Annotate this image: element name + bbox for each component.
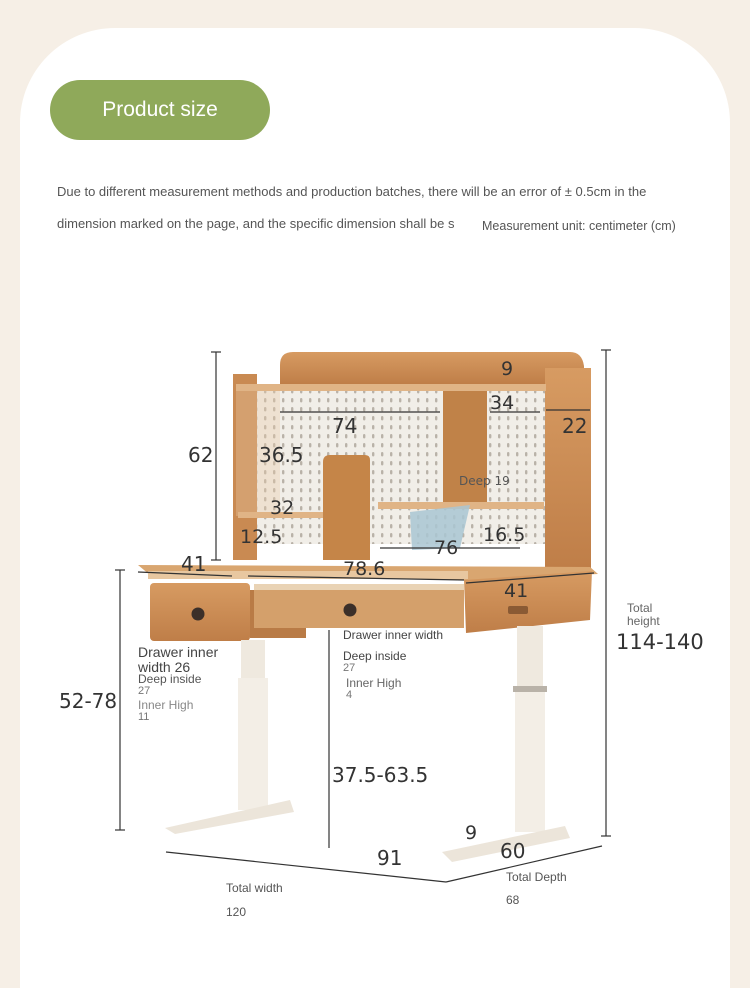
dim-top-depth: 34	[490, 392, 515, 414]
right-leg	[515, 692, 545, 832]
total-width-label: Total width	[226, 881, 283, 895]
note-line-2: dimension marked on the page, and the specific dimension shall be s	[57, 216, 455, 231]
left-deep-label: Deep inside	[138, 672, 202, 686]
hutch-top-panel	[280, 352, 584, 384]
dim-base-thickness: 9	[465, 822, 478, 844]
dim-base-width: 91	[377, 846, 403, 870]
left-deep-value: 27	[138, 685, 151, 697]
total-height-label: Total height	[627, 601, 660, 629]
dim-shelf-width: 32	[270, 497, 295, 519]
left-high-value: 11	[138, 711, 150, 723]
dim-mid-width: 78.6	[343, 558, 386, 580]
total-depth-value: 68	[506, 893, 520, 907]
left-leg	[238, 678, 268, 810]
mid-drawer-width-label: Drawer inner width	[343, 628, 444, 642]
hutch-right-side	[545, 368, 591, 568]
mid-high-value: 4	[346, 689, 353, 701]
left-leg-upper	[241, 640, 265, 680]
dim-base-depth: 60	[500, 839, 526, 863]
top-shelf	[236, 384, 546, 391]
dim-top-thickness: 9	[501, 358, 514, 380]
dim-total-height: 114-140	[616, 630, 704, 654]
dim-lower-left: 12.5	[240, 526, 283, 548]
mid-deep-label: Deep inside	[343, 649, 407, 663]
dim-shelf-height: 62	[188, 443, 214, 467]
middle-drawer	[254, 590, 464, 628]
section-title: Product size	[50, 80, 270, 140]
dim-side-depth: 22	[562, 414, 588, 438]
left-high-label: Inner High	[138, 698, 194, 712]
dim-lower-width: 76	[434, 537, 459, 559]
dim-desk-height: 37.5-63.5	[332, 763, 429, 787]
dim-right-drawer-width: 41	[504, 580, 529, 602]
dim-deep: Deep 19	[459, 474, 510, 488]
note-line-1: Due to different measurement methods and production batches, there will be an error of ± 0.5cm in the	[57, 184, 647, 199]
mid-high-label: Inner High	[346, 676, 402, 690]
dim-left-drawer-width: 41	[181, 552, 207, 576]
right-leg-upper	[517, 626, 543, 688]
dim-lower-right: 16.5	[483, 524, 526, 546]
bookend	[323, 455, 370, 560]
dim-leg-height: 52-78	[59, 689, 118, 713]
total-width-value: 120	[226, 905, 247, 919]
dim-upper-width: 74	[332, 414, 358, 438]
dim-upper-height: 36.5	[259, 443, 304, 467]
left-foot	[165, 800, 294, 834]
mid-deep-value: 27	[343, 662, 356, 674]
measurement-unit: Measurement unit: centimeter (cm)	[482, 219, 676, 233]
total-depth-label: Total Depth	[506, 870, 567, 884]
left-drawer-width-label: Drawer inner width 26	[138, 644, 219, 676]
